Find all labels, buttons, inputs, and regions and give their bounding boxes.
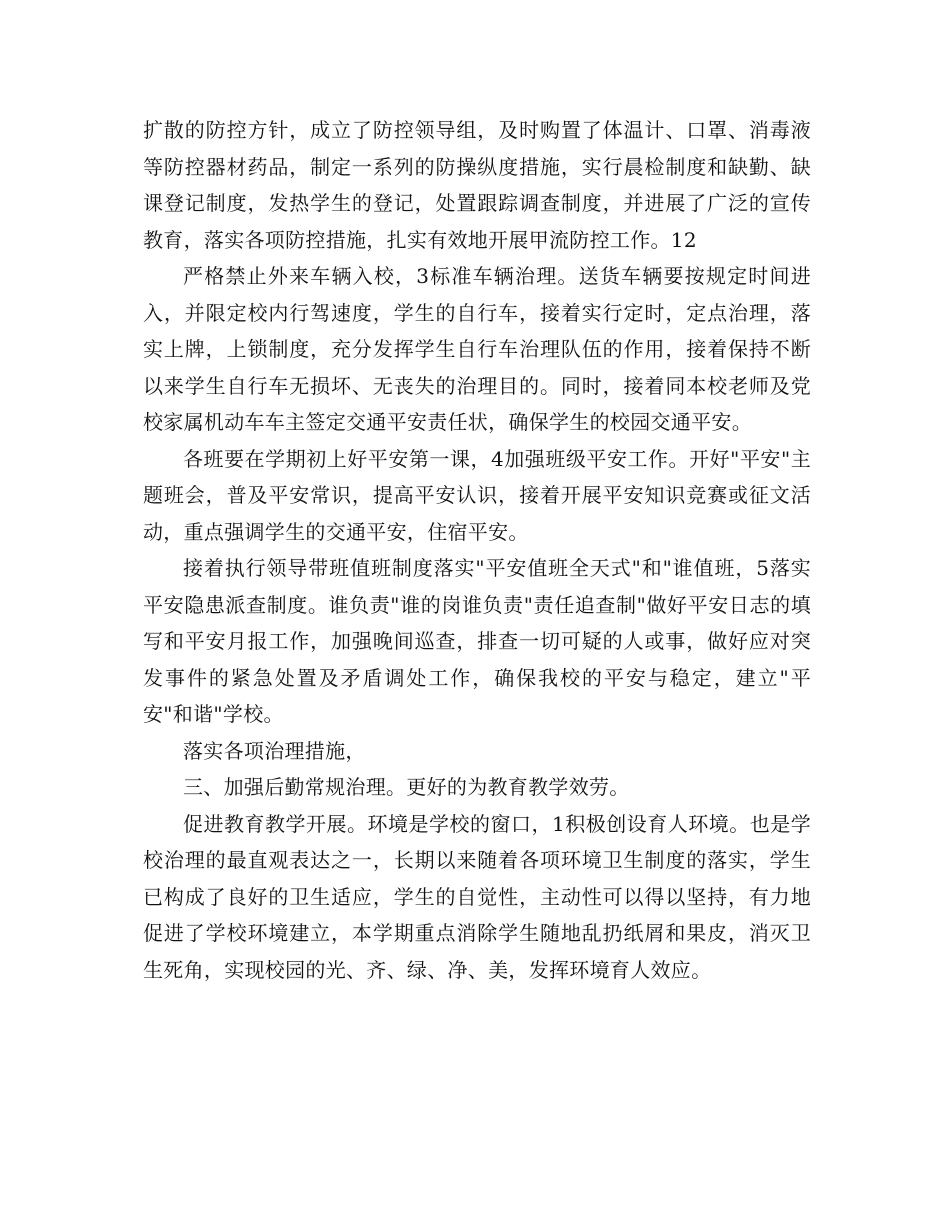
paragraph-4: 接着执行领导带班值班制度落实"平安值班全天式"和"谁值班，5落实平安隐患派查制度。谁负责"谁的岗谁负责"责任追查制"做好平安日志的填写和平安月报工作，加强晚间巡查，排查一切可疑的人或事，做好应对突发事件的紧急处置及矛盾调处工作，确保我校的平安与稳定，建立"平安"和谐"学校。	[143, 556, 811, 726]
paragraph-1: 扩散的防控方针，成立了防控领导组，及时购置了体温计、口罩、消毒液等防控器材药品，制定一系列的防操纵度措施，实行晨检制度和缺勤、缺课登记制度，发热学生的登记，处置跟踪调查制度，并进展了广泛的宣传教育，落实各项防控措施，扎实有效地开展甲流防控工作。12	[143, 118, 811, 252]
paragraph-5: 落实各项治理措施，	[183, 738, 366, 763]
document-body	[143, 112, 811, 988]
paragraph-2: 严格禁止外来车辆入校，3标准车辆治理。送货车辆要按规定时间进入，并限定校内行驾速度，学生的自行车，接着实行定时，定点治理，落实上牌，上锁制度，充分发挥学生自行车治理队伍的作用，接着保持不断以来学生自行车无损坏、无丧失的治理目的。同时，接着同本校老师及党校家属机动车车主签定交通平安责任状，确保学生的校园交通平安。	[143, 264, 811, 434]
paragraph-3: 各班要在学期初上好平安第一课，4加强班级平安工作。开好"平安"主题班会，普及平安常识，提高平安认识，接着开展平安知识竞赛或征文活动，重点强调学生的交通平安，住宿平安。	[143, 446, 811, 544]
paragraph-7: 促进教育教学开展。环境是学校的窗口，1积极创设育人环境。也是学校治理的最直观表达之一，长期以来随着各项环境卫生制度的落实，学生已构成了良好的卫生适应，学生的自觉性，主动性可以得以坚持，有力地促进了学校环境建立，本学期重点消除学生随地乱扔纸屑和果皮，消灭卫生死角，实现校园的光、齐、绿、净、美，发挥环境育人效应。	[143, 811, 811, 982]
section-heading: 三、加强后勤常规治理。更好的为教育教学效劳。	[183, 775, 630, 799]
